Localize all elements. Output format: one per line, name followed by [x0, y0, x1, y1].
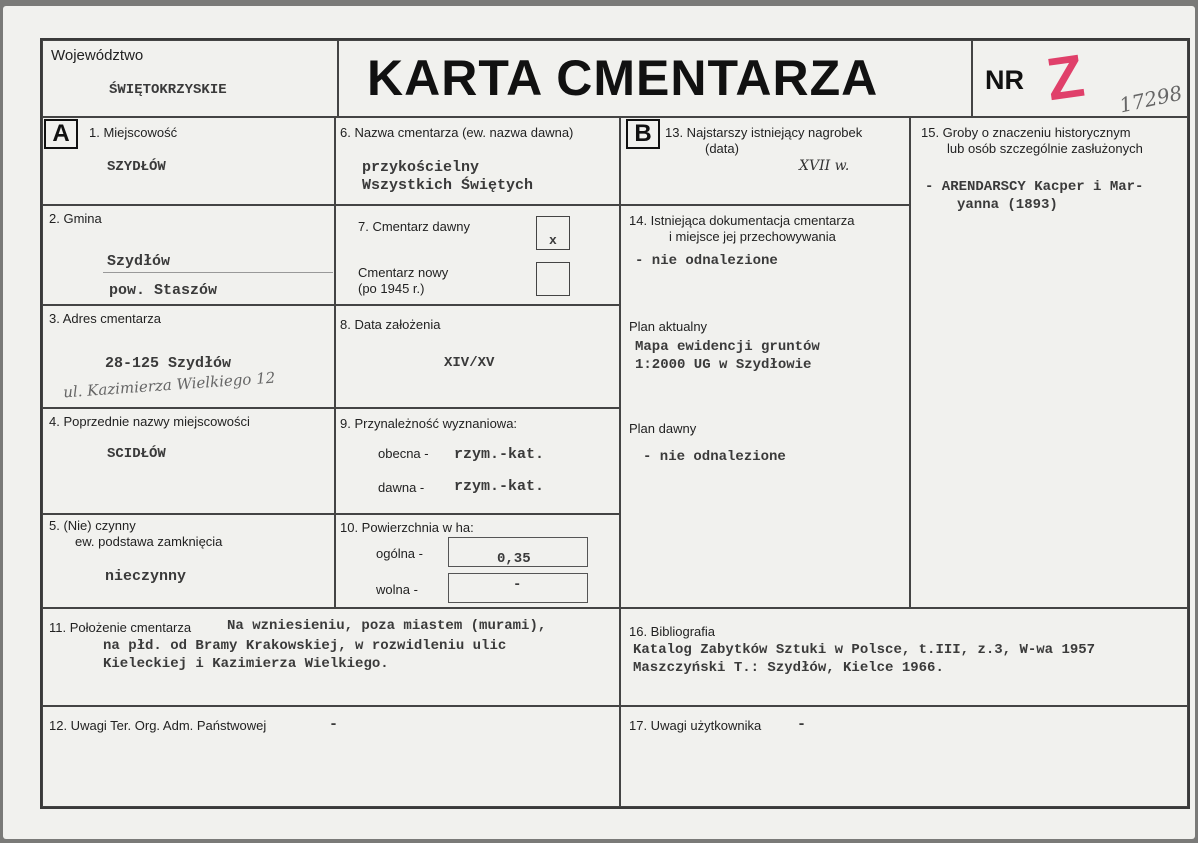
- old-cemetery-mark: x: [549, 233, 557, 248]
- field-6-value-2: Wszystkich Świętych: [362, 177, 534, 194]
- field-6-value-1: przykościelny: [362, 159, 480, 176]
- field-16-label: 16. Bibliografia: [629, 624, 715, 639]
- field-17-cell: [620, 706, 1188, 807]
- field-2-value-2: pow. Staszów: [109, 282, 218, 299]
- field-11-label: 11. Położenie cmentarza: [49, 620, 192, 635]
- field-8-cell: [335, 305, 620, 408]
- field-6-cell: [335, 117, 620, 205]
- plan-current-value-2: 1:2000 UG w Szydłowie: [635, 357, 812, 373]
- field-7-cell: [335, 205, 620, 305]
- field-15-label-2: lub osób szczególnie zasłużonych: [947, 141, 1143, 156]
- field-9-current-value: rzym.-kat.: [454, 446, 545, 463]
- field-5-label-2: ew. podstawa zamknięcia: [75, 534, 223, 549]
- field-10-cell: [335, 514, 620, 608]
- plan-former-label: Plan dawny: [629, 421, 697, 436]
- free-area-value: -: [513, 577, 522, 593]
- field-16-value-2: Maszczyński T.: Szydłów, Kielce 1966.: [633, 660, 944, 676]
- field-2-value-1: Szydłów: [107, 253, 171, 270]
- field-15-value-2: yanna (1893): [957, 197, 1058, 213]
- field-5-value: nieczynny: [105, 568, 187, 585]
- field-1-cell: [42, 117, 335, 205]
- section-b-marker: B: [626, 119, 660, 149]
- plan-former-value: - nie odnalezione: [643, 449, 786, 465]
- field-11-value-1: Na wzniesieniu, poza miastem (murami),: [227, 618, 547, 634]
- field-9-label: 9. Przynależność wyznaniowa:: [340, 416, 518, 431]
- new-cemetery-checkbox[interactable]: [536, 262, 570, 296]
- field-2-label: 2. Gmina: [49, 211, 102, 226]
- field-6-label: 6. Nazwa cmentarza (ew. nazwa dawna): [340, 125, 574, 140]
- field-4-value: SCIDŁÓW: [107, 446, 166, 462]
- field-16-cell: [620, 608, 1188, 706]
- field-4-label: 4. Poprzednie nazwy miejscowości: [49, 414, 250, 429]
- wojewodztwo-label: Województwo: [51, 47, 144, 64]
- field-17-label: 17. Uwagi użytkownika: [629, 718, 762, 733]
- field-3-label: 3. Adres cmentarza: [49, 311, 161, 326]
- field-12-cell: [42, 706, 620, 807]
- field-8-value: XIV/XV: [444, 355, 495, 371]
- field-9-former-value: rzym.-kat.: [454, 478, 545, 495]
- field-2-divider: [103, 272, 333, 273]
- field-7-new-label-1: Cmentarz nowy: [358, 265, 449, 280]
- field-10-free-label: wolna -: [376, 582, 418, 597]
- field-14-value: - nie odnalezione: [635, 253, 778, 269]
- old-cemetery-checkbox[interactable]: [536, 216, 570, 250]
- field-12-value: -: [329, 716, 339, 733]
- card-grid: [40, 38, 1190, 809]
- nr-label: NR: [985, 65, 1024, 95]
- field-9-former-label: dawna -: [378, 480, 425, 495]
- field-16-value-1: Katalog Zabytków Sztuki w Polsce, t.III, z.3, W-wa 1957: [633, 642, 1096, 658]
- field-11-value-2: na płd. od Bramy Krakowskiej, w rozwidleniu ulic: [103, 638, 507, 654]
- nr-number: 17298: [1117, 80, 1185, 118]
- section-a-marker: A: [44, 119, 78, 149]
- field-17-value: -: [797, 716, 807, 733]
- field-1-value: SZYDŁÓW: [107, 159, 166, 175]
- field-1-label: 1. Miejscowość: [89, 125, 178, 140]
- field-7-new-label-2: (po 1945 r.): [358, 281, 425, 296]
- field-11-cell: [42, 608, 620, 706]
- field-14-label-2: i miejsce jej przechowywania: [669, 229, 836, 244]
- field-15-label-1: 15. Groby o znaczeniu historycznym: [921, 125, 1131, 140]
- field-13-cell: [620, 117, 910, 205]
- plan-current-value-1: Mapa ewidencji gruntów: [635, 339, 820, 355]
- plan-current-label: Plan aktualny: [629, 319, 708, 334]
- field-4-cell: [42, 408, 335, 514]
- nr-letter-stamp: Z: [1042, 41, 1089, 114]
- field-5-cell: [42, 514, 335, 608]
- field-12-label: 12. Uwagi Ter. Org. Adm. Państwowej: [49, 718, 267, 733]
- nr-cell: [972, 40, 1188, 117]
- field-3-cell: [42, 305, 335, 408]
- field-13-value: XVII w.: [799, 158, 850, 174]
- total-area-field[interactable]: [448, 537, 588, 567]
- title-cell: [338, 40, 972, 117]
- field-10-total-label: ogólna -: [376, 546, 423, 561]
- field-9-cell: [335, 408, 620, 514]
- field-3-handwritten: ul. Kazimierza Wielkiego 12: [62, 368, 276, 402]
- field-14-cell: [620, 205, 910, 608]
- field-7-label: 7. Cmentarz dawny: [358, 219, 470, 234]
- field-11-value-3: Kieleckiej i Kazimierza Wielkiego.: [103, 656, 389, 672]
- free-area-field[interactable]: [448, 573, 588, 603]
- field-10-label: 10. Powierzchnia w ha:: [340, 520, 474, 535]
- field-13-label-1: 13. Najstarszy istniejący nagrobek: [665, 125, 863, 140]
- field-15-cell: [910, 117, 1188, 608]
- wojewodztwo-cell: [42, 40, 338, 117]
- field-15-value-1: - ARENDARSCY Kacper i Mar-: [925, 179, 1144, 195]
- wojewodztwo-value: ŚWIĘTOKRZYSKIE: [109, 82, 227, 98]
- field-5-label-1: 5. (Nie) czynny: [49, 518, 136, 533]
- field-13-label-2: (data): [705, 141, 739, 156]
- field-3-value: 28-125 Szydłów: [105, 355, 232, 372]
- field-2-cell: [42, 205, 335, 305]
- field-8-label: 8. Data założenia: [340, 317, 441, 332]
- field-14-label-1: 14. Istniejąca dokumentacja cmentarza: [629, 213, 855, 228]
- field-9-current-label: obecna -: [378, 446, 429, 461]
- total-area-value: 0,35: [497, 551, 531, 567]
- page-title: KARTA CMENTARZA: [367, 50, 879, 106]
